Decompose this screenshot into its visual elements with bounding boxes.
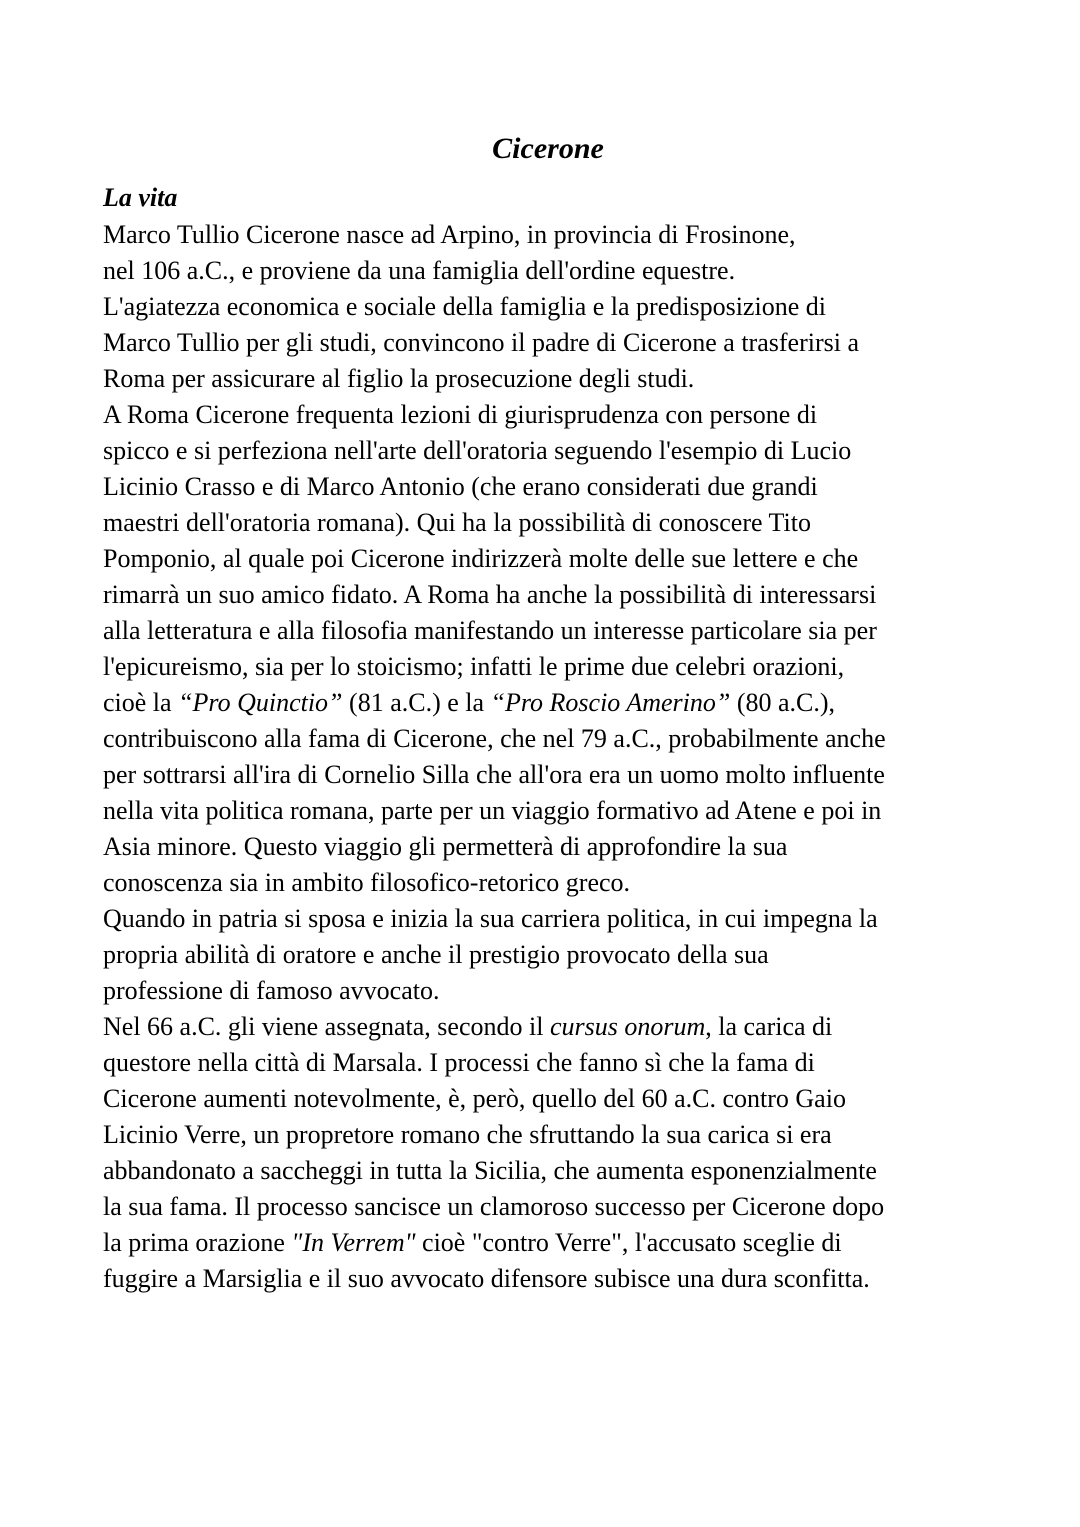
- paragraph: [103, 1009, 993, 1297]
- text-line: [103, 865, 993, 901]
- text-run: nella vita politica romana, parte per un viaggio formativo ad Atene e poi in: [103, 796, 882, 825]
- text-run: Roma per assicurare al figlio la prosecuzione degli studi.: [103, 364, 695, 393]
- text-run: propria abilità di oratore e anche il prestigio provocato della sua: [103, 940, 769, 969]
- text-run: maestri dell'oratoria romana). Qui ha la possibilità di conoscere Tito: [103, 508, 811, 537]
- text-run: (80 a.C.),: [730, 688, 836, 717]
- text-line: [103, 361, 993, 397]
- text-line: [103, 1081, 993, 1117]
- text-line: [103, 721, 993, 757]
- paragraph: [103, 397, 993, 901]
- text-line: [103, 757, 993, 793]
- text-line: [103, 685, 993, 721]
- italic-text: “Pro Quinctio”: [178, 688, 343, 717]
- paragraph: [103, 901, 993, 1009]
- text-line: [103, 577, 993, 613]
- text-run: cioè la: [103, 688, 179, 717]
- text-run: la prima orazione: [103, 1228, 292, 1257]
- text-run: rimarrà un suo amico fidato. A Roma ha anche la possibilità di interessarsi: [103, 580, 877, 609]
- text-line: [103, 649, 993, 685]
- paragraph: [103, 217, 993, 397]
- document-page: [103, 125, 993, 1297]
- italic-text: cursus onorum: [549, 1012, 706, 1041]
- text-run: , la carica di: [705, 1012, 833, 1041]
- text-run: Cicerone aumenti notevolmente, è, però, quello del 60 a.C. contro Gaio: [103, 1084, 846, 1113]
- italic-text: “Pro Roscio Amerino”: [490, 688, 731, 717]
- text-line: [103, 253, 993, 289]
- text-line: [103, 1189, 993, 1225]
- text-line: [103, 433, 993, 469]
- text-run: L'agiatezza economica e sociale della famiglia e la predisposizione di: [103, 292, 826, 321]
- text-run: la sua fama. Il processo sancisce un clamoroso successo per Cicerone dopo: [103, 1192, 885, 1221]
- document-title: Cicerone: [492, 132, 604, 165]
- text-line: [103, 937, 993, 973]
- text-run: nel 106 a.C., e proviene da una famiglia dell'ordine equestre.: [103, 256, 736, 285]
- italic-text: "In Verrem": [291, 1228, 416, 1257]
- text-line: [103, 1153, 993, 1189]
- section-heading: La vita: [103, 183, 178, 212]
- text-run: questore nella città di Marsala. I processi che fanno sì che la fama di: [103, 1048, 815, 1077]
- text-line: [103, 217, 993, 253]
- text-run: per sottrarsi all'ira di Cornelio Silla che all'ora era un uomo molto influente: [103, 760, 885, 789]
- text-line: [103, 901, 993, 937]
- text-run: spicco e si perfeziona nell'arte dell'oratoria seguendo l'esempio di Lucio: [103, 436, 852, 465]
- text-run: (81 a.C.) e la: [342, 688, 491, 717]
- text-run: cioè "contro Verre", l'accusato sceglie di: [415, 1228, 842, 1257]
- text-line: [103, 793, 993, 829]
- text-line: [103, 289, 993, 325]
- text-run: Licinio Crasso e di Marco Antonio (che erano considerati due grandi: [103, 472, 818, 501]
- text-run: Licinio Verre, un propretore romano che sfruttando la sua carica si era: [103, 1120, 832, 1149]
- text-run: Pomponio, al quale poi Cicerone indirizzerà molte delle sue lettere e che: [103, 544, 859, 573]
- text-line: [103, 1045, 993, 1081]
- text-run: Marco Tullio Cicerone nasce ad Arpino, in provincia di Frosinone,: [103, 220, 796, 249]
- text-line: [103, 613, 993, 649]
- text-run: l'epicureismo, sia per lo stoicismo; infatti le prime due celebri orazioni,: [103, 652, 845, 681]
- text-line: [103, 397, 993, 433]
- text-run: alla letteratura e alla filosofia manifestando un interesse particolare sia per: [103, 616, 877, 645]
- text-line: [103, 829, 993, 865]
- text-line: [103, 469, 993, 505]
- text-line: [103, 325, 993, 361]
- text-run: Marco Tullio per gli studi, convincono il padre di Cicerone a trasferirsi a: [103, 328, 859, 357]
- text-run: Quando in patria si sposa e inizia la sua carriera politica, in cui impegna la: [103, 904, 878, 933]
- document-body: [103, 217, 993, 1297]
- text-run: professione di famoso avvocato.: [103, 976, 440, 1005]
- text-line: [103, 1009, 993, 1045]
- text-line: [103, 541, 993, 577]
- text-run: fuggire a Marsiglia e il suo avvocato difensore subisce una dura sconfitta.: [103, 1264, 870, 1293]
- text-run: A Roma Cicerone frequenta lezioni di giurisprudenza con persone di: [103, 400, 818, 429]
- text-run: abbandonato a saccheggi in tutta la Sicilia, che aumenta esponenzialmente: [103, 1156, 877, 1185]
- text-run: contribuiscono alla fama di Cicerone, che nel 79 a.C., probabilmente anche: [103, 724, 886, 753]
- text-line: [103, 1225, 993, 1261]
- text-run: Nel 66 a.C. gli viene assegnata, secondo il: [103, 1012, 550, 1041]
- text-run: conoscenza sia in ambito filosofico-retorico greco.: [103, 868, 631, 897]
- text-line: [103, 1117, 993, 1153]
- text-line: [103, 505, 993, 541]
- text-run: Asia minore. Questo viaggio gli permetterà di approfondire la sua: [103, 832, 788, 861]
- text-line: [103, 973, 993, 1009]
- text-line: [103, 1261, 993, 1297]
